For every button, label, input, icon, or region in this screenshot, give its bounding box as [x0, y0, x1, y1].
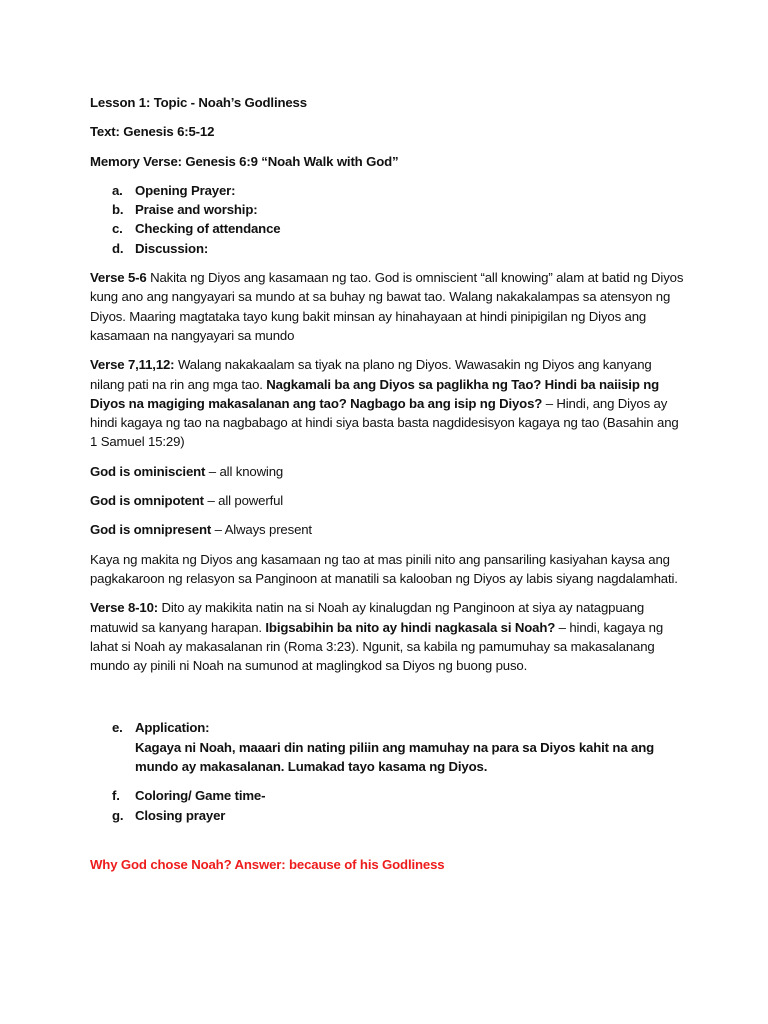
verse-body: Dito ay makikita natin na si Noah ay kinalugdan ng Panginoon at siya ay natagpuang matuwid sa kanyang harapan. [90, 600, 645, 635]
attribute-desc: – all knowing [205, 463, 284, 479]
verse-question: Ibigsabihin ba nito ay hindi nagkasala si Noah? [265, 619, 556, 635]
verse-5-6-paragraph [90, 268, 688, 345]
attribute-line [90, 491, 688, 510]
attribute-term: God is ominiscient [90, 463, 206, 479]
application-content [135, 718, 688, 776]
closing-question: Why God chose Noah? Answer: because of his Godliness [90, 856, 445, 872]
verse-label: Verse 7,11,12: [90, 357, 175, 373]
application-item [90, 718, 688, 776]
verse-body: Nakita ng Diyos ang kasamaan ng tao. God is omniscient “all knowing” alam at batid ng Diyos kung ano ang nangyayari sa mundo at sa buhay ng bawat tao. Walang nakakalampas sa atensyon ng Diyos. Maaring magtataka tayo kung bakit minsan ay hinahayaan at hindi pinipigilan ng Diyos ang kasamaan na nangyayari sa mundo [90, 270, 684, 343]
application-text: Kagaya ni Noah, maaari din nating piliin ang mamuhay na para sa Diyos kahit na ang mundo ay makasalanan. Lumakad tayo kasama ng Diyos. [135, 739, 654, 775]
list-label: Checking of attendance [135, 221, 281, 237]
list-item [90, 239, 688, 258]
list-item [90, 786, 688, 805]
list-label: Discussion: [135, 240, 209, 256]
list-item [90, 200, 688, 219]
outline-list [90, 181, 688, 258]
verse-7-11-12-paragraph [90, 355, 688, 451]
list-marker: a. [112, 182, 123, 198]
text-reference: Text: Genesis 6:5-12 [90, 124, 215, 140]
verse-label: Verse 8-10: [90, 600, 159, 616]
verse-question: Nagkamali ba ang Diyos sa paglikha ng Tao? Hindi ba naiisip ng Diyos na magiging makasalanan ang tao? Nagbago ba ang isip ng Diyos? [90, 376, 660, 411]
attribute-line [90, 520, 688, 539]
list-label: Coloring/ Game time- [135, 788, 266, 804]
list-item [90, 806, 688, 825]
list-marker: g. [112, 807, 124, 823]
kaya-paragraph: Kaya ng makita ng Diyos ang kasamaan ng tao at mas pinili nito ang pansariling kasiyahan kaysa ang pagkakaroon ng relasyon sa Panginoon at manatili sa kalooban ng Diyos ay labis siyang nagdalamhati. [90, 551, 678, 586]
list-label: Closing prayer [135, 807, 226, 823]
attribute-desc: – all powerful [203, 493, 284, 509]
list-marker: f. [112, 788, 120, 804]
spacer [90, 685, 688, 718]
application-label: Application: [135, 720, 210, 736]
lesson-title: Lesson 1: Topic - Noah’s Godliness [90, 95, 307, 110]
list-marker: d. [112, 240, 124, 256]
verse-body: Walang nakakaalam sa tiyak na plano ng Diyos. Wawasakin ng Diyos ang kanyang nilang pati na rin ang mga tao. [90, 357, 652, 392]
memory-verse: Memory Verse: Genesis 6:9 “Noah Walk with God” [90, 153, 399, 169]
list-item [90, 219, 688, 238]
verse-8-10-paragraph [90, 598, 688, 675]
list-marker: c. [112, 221, 123, 237]
closing-list [90, 786, 688, 825]
attribute-term: God is omnipresent [90, 522, 212, 538]
verse-answer: – hindi, kagaya ng lahat si Noah ay makasalanan rin (Roma 3:23). Ngunit, sa kabila ng pamumuhay sa makasalanang mundo ay pinili ni Noah na sumunod at maglingkod sa Diyos ng buong puso. [90, 619, 664, 674]
verse-label: Verse 5-6 [90, 270, 147, 286]
attribute-term: God is omnipotent [90, 493, 204, 509]
verse-answer: – Hindi, ang Diyos ay hindi kagaya ng tao na nagbabago at hindi siya basta basta nagdidesisyon kagaya ng tao (Basahin ang 1 Samuel 15:29) [90, 395, 679, 450]
list-marker: e. [112, 720, 123, 736]
attribute-line [90, 462, 688, 481]
list-marker: b. [112, 202, 124, 218]
list-item [90, 181, 688, 200]
attribute-desc: – Always present [211, 522, 312, 538]
list-label: Opening Prayer: [135, 182, 236, 198]
list-label: Praise and worship: [135, 202, 258, 218]
